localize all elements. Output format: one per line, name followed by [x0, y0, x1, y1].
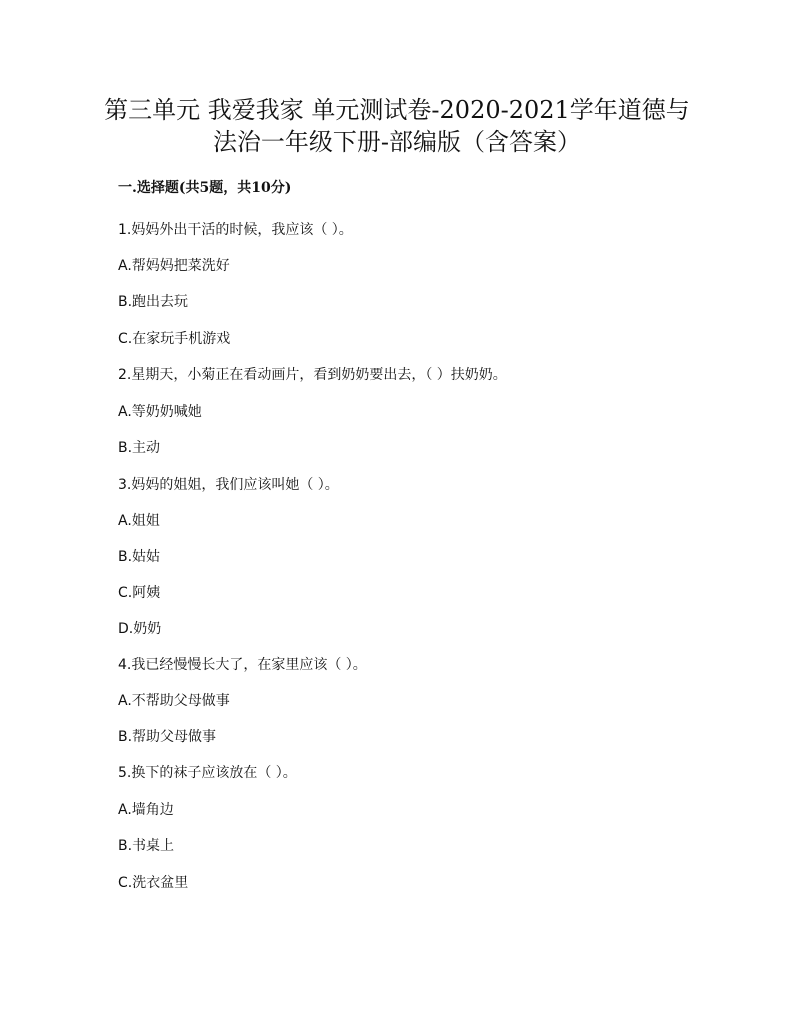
- q3-option-a: A.姐姐: [118, 513, 160, 529]
- question-3: 3.妈妈的姐姐，我们应该叫她（ ）。: [118, 477, 339, 493]
- q1-option-a: A.帮妈妈把菜洗好: [118, 258, 230, 274]
- question-1: 1.妈妈外出干活的时候，我应该（ ）。: [118, 222, 353, 238]
- question-5: 5.换下的袜子应该放在（ ）。: [118, 765, 297, 781]
- q4-option-b: B.帮助父母做事: [118, 729, 217, 745]
- q2-option-b: B.主动: [118, 440, 161, 456]
- q3-option-d: D.奶奶: [118, 621, 162, 637]
- document-title-line-1: 第三单元 我爱我家 单元测试卷-2020-2021学年道德与: [104, 96, 690, 124]
- q5-option-c: C.洗衣盆里: [118, 875, 189, 891]
- q2-option-a: A.等奶奶喊她: [118, 404, 202, 420]
- q3-option-b: B.姑姑: [118, 549, 161, 565]
- q3-option-c: C.阿姨: [118, 585, 161, 601]
- q1-option-c: C.在家玩手机游戏: [118, 331, 231, 347]
- question-2: 2.星期天，小菊正在看动画片，看到奶奶要出去，（ ）扶奶奶。: [118, 367, 507, 383]
- q5-option-a: A.墙角边: [118, 802, 174, 818]
- q4-option-a: A.不帮助父母做事: [118, 693, 230, 709]
- question-4: 4.我已经慢慢长大了，在家里应该（ ）。: [118, 657, 367, 673]
- section-heading: 一.选择题(共5题，共10分): [118, 180, 292, 196]
- q1-option-b: B.跑出去玩: [118, 294, 189, 310]
- document-title-line-2: 法治一年级下册-部编版（含答案）: [212, 128, 582, 156]
- q5-option-b: B.书桌上: [118, 838, 175, 854]
